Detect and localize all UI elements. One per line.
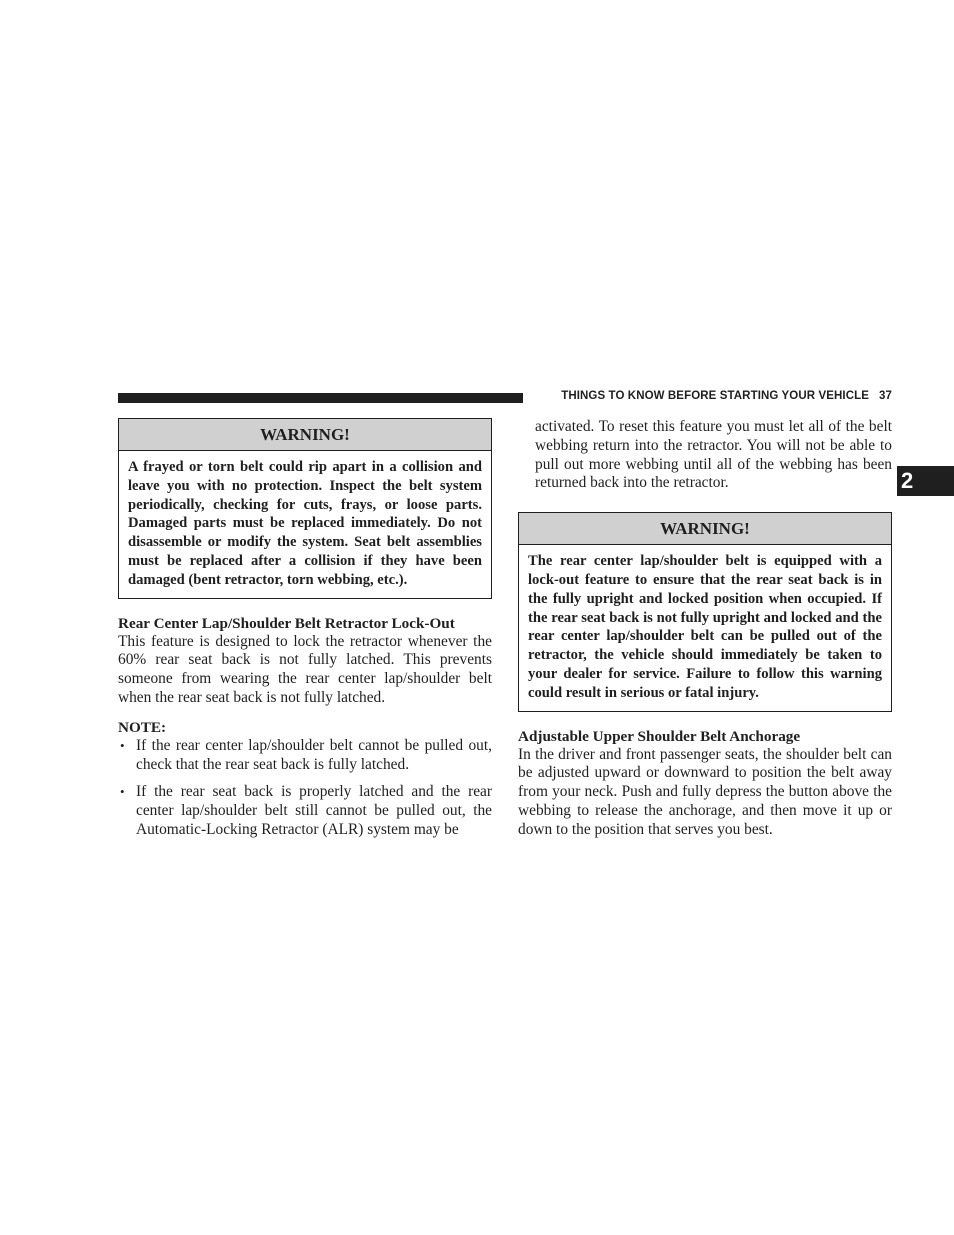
note-item bbox=[118, 783, 492, 839]
bullet-dot-icon: • bbox=[120, 737, 125, 753]
note-text: If the rear center lap/shoulder belt cannot be pulled out, check that the rear seat back is fully latched. bbox=[136, 736, 492, 773]
note-label: NOTE: bbox=[118, 718, 167, 736]
warning-box-lock-out bbox=[518, 512, 892, 711]
section-heading-lock-out: Rear Center Lap/Shoulder Belt Retractor Lock-Out bbox=[118, 614, 455, 632]
warning-box-frayed-belt bbox=[118, 418, 492, 599]
section-heading-anchorage: Adjustable Upper Shoulder Belt Anchorage bbox=[518, 727, 801, 745]
warning-title: WARNING! bbox=[119, 419, 491, 451]
left-column bbox=[118, 418, 492, 840]
warning-body: The rear center lap/shoulder belt is equipped with a lock-out feature to ensure that the rear seat back is in the fully upright and locked position when occupied. If the rear seat back is not fully upright and locked and the rear center lap/shoulder belt can be pulled out of the retractor, the vehicle should immediately be taken to your dealer for service. Failure to follow this warning could result in serious or fatal injury. bbox=[528, 553, 882, 701]
page-number: 37 bbox=[879, 390, 892, 402]
right-column bbox=[518, 418, 892, 840]
bullet-dot-icon: • bbox=[120, 784, 125, 800]
header-rule bbox=[118, 393, 523, 403]
section-title: THINGS TO KNOW BEFORE STARTING YOUR VEHICLE bbox=[561, 390, 869, 402]
section-body-lock-out: This feature is designed to lock the retractor whenever the 60% rear seat back is not fully latched. This prevents someone from wearing the rear center lap/shoulder belt when the rear seat back is not fully latched. bbox=[118, 632, 492, 706]
continued-paragraph: activated. To reset this feature you must let all of the belt webbing return into the retractor. You will not be able to pull out more webbing until all of the webbing has been returned back into the retractor. bbox=[535, 418, 892, 492]
running-header bbox=[534, 390, 892, 402]
warning-body: A frayed or torn belt could rip apart in a collision and leave you with no protection. Inspect the belt system periodically, checking for cuts, frays, or loose parts. Damaged parts must be replaced immediately. Do not disassemble or modify the system. Seat belt assemblies must be replaced after a collision if they have been damaged (bent retractor, torn webbing, etc.). bbox=[128, 459, 482, 588]
note-text: If the rear seat back is properly latched and the rear center lap/shoulder belt still cannot be pulled out, the Automatic-Locking Retractor (ALR) system may be bbox=[136, 783, 492, 838]
note-item bbox=[118, 737, 492, 775]
section-body-anchorage: In the driver and front passenger seats, the shoulder belt can be adjusted upward or downward to position the belt away from your neck. Push and fully depress the button above the webbing to release the anchorage, and then move it up or down to the position that serves you best. bbox=[518, 745, 892, 838]
chapter-tab: 2 bbox=[897, 466, 954, 496]
warning-title: WARNING! bbox=[519, 513, 891, 545]
